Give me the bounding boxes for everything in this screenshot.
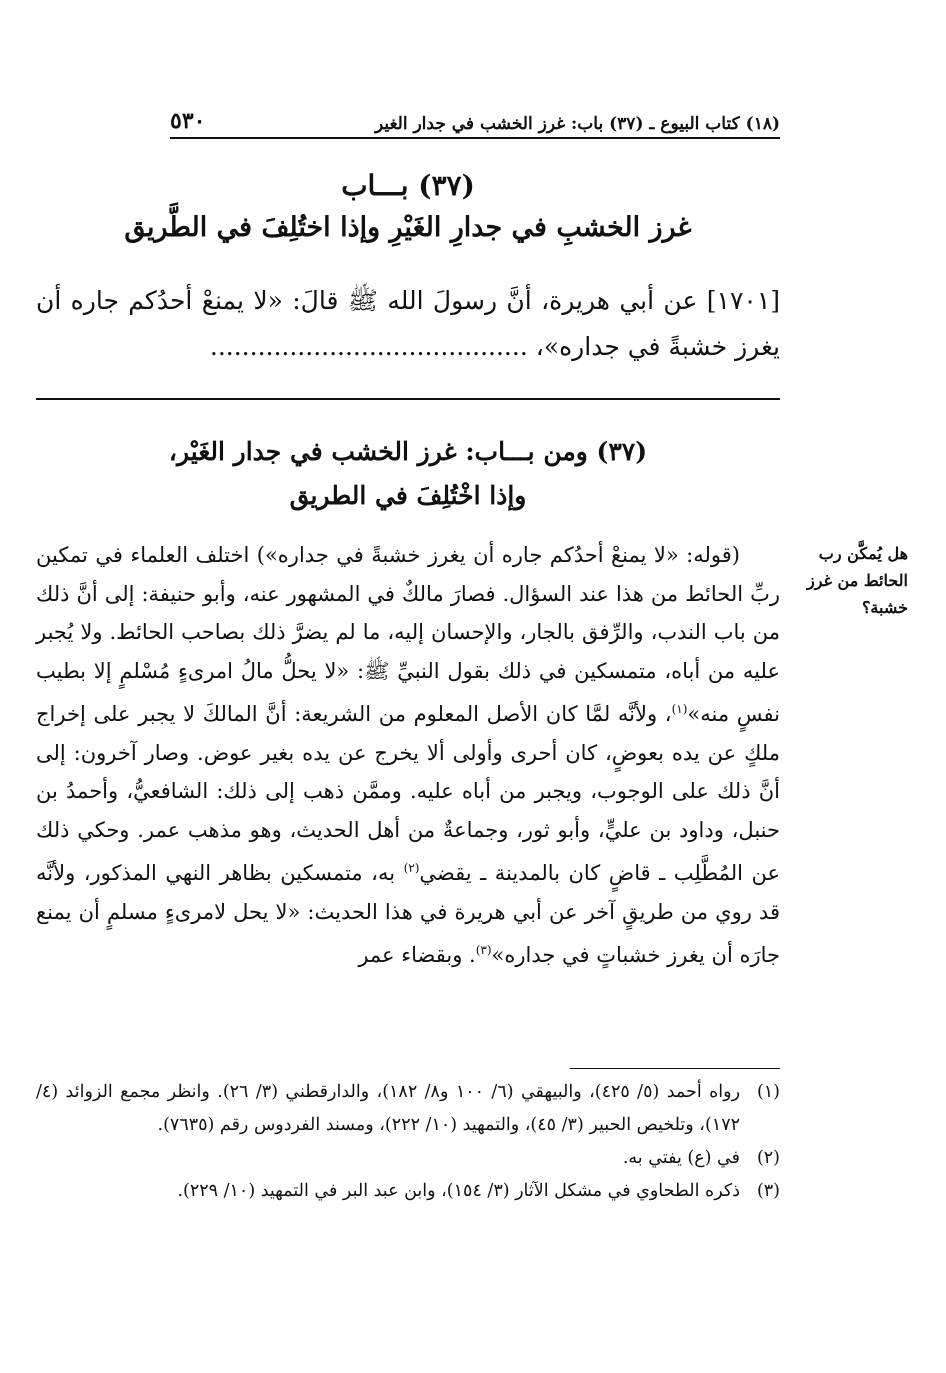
footnote-text: رواه أحمد (٥/ ٤٢٥)، والبيهقي (٦/ ١٠٠ و٨/ ١٨٢)، والدارقطني (٣/ ٢٦). وانظر مجمع الزوائد (٤/ ١٧٢)، وتلخيص الحبير (٣/ ٤٥)، والتمهيد (١٠/ ٢٢٢)، ومسند الفردوس رقم (٧٦٣٥).	[36, 1082, 741, 1135]
commentary-heading-line2: وإذا اخْتُلِفَ في الطريق	[289, 481, 527, 510]
hadith-number: [١٧٠١]	[706, 286, 781, 315]
commentary-part-4: . وبقضاء عمر	[358, 943, 476, 967]
page-number: ٥٣٠	[170, 108, 206, 134]
footnote-2	[36, 1142, 780, 1175]
hadith-text	[36, 278, 780, 370]
commentary-heading	[36, 430, 780, 518]
chapter-number: (٣٧) بـــاب	[341, 169, 475, 202]
chapter-title: غرز الخشبِ في جدارِ الغَيْرِ وإذا اختُلِفَ في الطَّريق	[124, 212, 692, 243]
commentary-part-1: (قوله: «لا يمنعْ أحدُكم جاره أن يغرز خشبةً في جداره») اختلف العلماء في تمكين ربِّ الحائط من هذا عند السؤال. فصارَ مالكٌ في المشهور عنه، وأبو حنيفة: إلى أنَّ ذلك من باب الندب، والرِّفق بالجار، والإحسان إليه، ما لم يضرَّ ذلك بصاحب الحائط. ولا يُجبر عليه من أباه، متمسكين في ذلك بقول النبيِّ ﷺ: «لا يحلُّ مالُ امرىءٍ مُسْلمٍ إلا بطيب نفسٍ منه»	[36, 543, 780, 726]
section-divider	[36, 398, 780, 400]
hadith-body: عن أبي هريرة، أنَّ رسولَ الله ﷺ قالَ: «لا يمنعْ أحدُكم جاره أن يغرز خشبةً في جداره»،	[36, 286, 780, 361]
footnote-ref-3[interactable]: (٣)	[475, 943, 492, 957]
footnote-text: في (ع) يفتي به.	[622, 1148, 740, 1168]
footnote-ref-1[interactable]: (١)	[671, 702, 688, 716]
footnote-number: (١)	[756, 1082, 780, 1102]
footnotes	[36, 1076, 780, 1208]
footnote-number: (٣)	[756, 1181, 780, 1201]
commentary-body	[36, 536, 780, 975]
commentary-heading-line1: (٣٧) ومن بـــاب: غرز الخشب في جدار الغَيْر،	[168, 437, 648, 466]
header-rule	[170, 137, 780, 139]
footnote-number: (٢)	[756, 1148, 780, 1168]
footnote-ref-2[interactable]: (٢)	[403, 861, 420, 875]
footnote-text: ذكره الطحاوي في مشكل الآثار (٣/ ١٥٤)، وابن عبد البر في التمهيد (١٠/ ٢٢٩).	[177, 1181, 740, 1201]
margin-note: هل يُمكَّن رب الحائط من غرز خشبة؟	[807, 544, 908, 617]
footnote-rule	[570, 1068, 780, 1069]
chapter-heading	[36, 166, 780, 250]
footnote-3	[36, 1175, 780, 1208]
page-header	[170, 100, 780, 134]
hadith-ellipsis: ........................................	[209, 332, 528, 361]
footnote-1	[36, 1076, 780, 1142]
running-title: (١٨) كتاب البيوع ـ (٣٧) باب: غرز الخشب في جدار الغير	[374, 114, 780, 134]
commentary-part-2: ، ولأنَّه لمَّا كان الأصل المعلوم من الشريعة: أنَّ المالكَ لا يجبر على إخراج ملكٍ عن يده بعوضٍ، كان أحرى وأولى ألا يخرج عن يده بغير عوض. وصار آخرون: إلى أنَّ ذلك على الوجوب، ويجبر من أباه عليه. وممَّن ذهب إلى ذلك: الشافعيُّ، وأحمدُ بن حنبل، وداود بن عليٍّ، وأبو ثور، وجماعةٌ من أهل الحديث، وهو مذهب عمر. وحكي ذلك عن المُطَّلِب ـ قاضٍ كان بالمدينة ـ يقضي	[36, 702, 780, 885]
commentary-part-3: به، متمسكين بظاهر النهي المذكور، ولأنَّه قد روي من طريقٍ آخر عن أبي هريرة في هذا الحديث: «لا يحل لامرىءٍ مسلمٍ أن يمنع جارَه أن يغرز خشباتٍ في جداره»	[36, 861, 780, 967]
